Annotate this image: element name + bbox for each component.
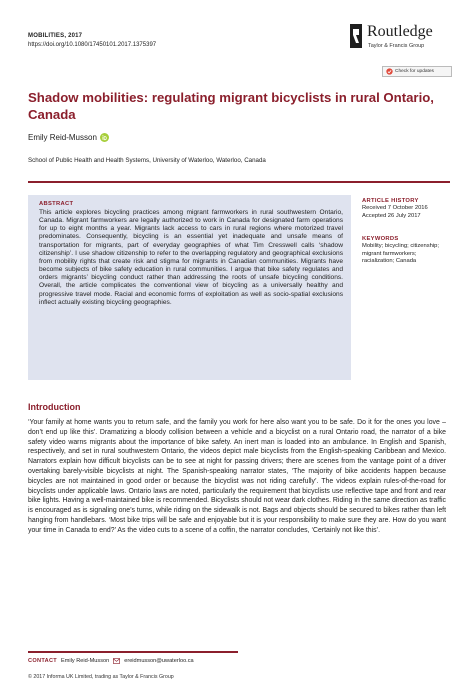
author-name[interactable]: Emily Reid-Musson xyxy=(28,133,97,142)
journal-name: MOBILITIES, 2017 xyxy=(28,33,83,39)
check-updates-label: Check for updates xyxy=(395,69,434,74)
received-date: Received 7 October 2016 xyxy=(362,205,428,212)
introduction-text: ‘Your family at home wants you to return safe, and the family you work for here also want you to be safe. Do it for the ones you love – don’t end up like this’. Dramatizing a bloody collision between a vehicle and a bicyclist on a rural Ontario road, the narrator of a bike safety video warns migrants about the importance of bike safety. An inert man is loaded into an ambulance. In English and Spanish, respectively, and set in rural southwestern Ontario, the videos depict male bicyclists from the English-speaking Caribbean and Mexico. Narrators explain how difficult bicyclists can be to see at night for passing drivers; there are scenes from the vantage point of a driver overtaking barely-visible bicyclists at night. The Spanish-speaking narrator states, ‘The majority of bike accidents happen because bicycles are not maintained in good order or because the bicyclist was not riding carefully’. The videos explain rules-of-the-road for bicyclists under applicable laws. Ontario laws are noted, particularly the requirement that bicyclists use reflective tape and front and rear bike lights. Having a well-maintained bike is recommended. Bicyclists should not wear dark clothes. Riding in the same direction as traffic is encouraged as is signaling one’s turns, while riding on the sidewalk is not. Bags and objects should be secured to bikes rather than left hanging from handlebars. ‘Most bike trips will be safe and enjoyable but it is your responsibility to make sure they are. How do you want your time in Canada to end?’ As the video cuts to a scene of a coffin, the narrator concludes, ‘Certainly not like this’. xyxy=(28,419,446,534)
orcid-icon[interactable] xyxy=(100,133,109,142)
abstract-text: This article explores bicycling practices among migrant farmworkers in rural southwestern Ontario, Canada. Migrant farmworkers are legally authorized to work in Canada for designated farm operations for up to eight months a year. Migrants lack access to cars in rural regions where motorized travel predominates. Consequently, bicycling is an essential yet inadequate and unsafe means of transportation for migrants, part of everyday geographies of what Tim Cresswell calls ‘shadow citizenship’. I use shadow citizenship to refer to the overlapping regulatory and geographical exclusions from mobility rights that create risk and stigma for migrants in Canadian communities. Migrants have become subjects of bike safety education in rural communities. I argue that bike safety regulates and orders migrants’ bicycling conduct rather than addressing the roots of unsafe bicycling conditions. Overall, the article complicates the conventional view of bicycling as a universally healthy and progressive travel mode. Racial and economic forms of exploitation as well as socio-spatial exclusions inflect actually existing bicycling geographies. xyxy=(39,209,343,306)
affiliation: School of Public Health and Health Systems, University of Waterloo, Waterloo, Canada xyxy=(28,157,266,164)
copyright: © 2017 Informa UK Limited, trading as Taylor & Francis Group xyxy=(28,674,174,680)
article-history-heading: ARTICLE HISTORY xyxy=(362,198,419,204)
contact-email[interactable]: ereidmusson@uwaterloo.ca xyxy=(124,658,194,664)
routledge-logo-icon xyxy=(350,24,362,48)
footer-divider xyxy=(28,651,238,653)
abstract-heading: ABSTRACT xyxy=(39,201,74,207)
abstract-box xyxy=(28,195,351,380)
publisher-logo xyxy=(350,22,455,54)
keywords-heading: KEYWORDS xyxy=(362,236,399,242)
contact-line xyxy=(28,658,194,664)
keywords xyxy=(362,236,450,266)
author-line xyxy=(28,133,109,142)
article-title: Shadow mobilities: regulating migrant bicyclists in rural Ontario, Canada xyxy=(28,90,434,122)
introduction-heading: Introduction xyxy=(28,402,81,412)
envelope-icon xyxy=(113,658,120,664)
title-divider xyxy=(28,181,450,183)
doi-link[interactable]: https://doi.org/10.1080/17450101.2017.1375397 xyxy=(28,42,157,48)
article-history xyxy=(362,198,450,220)
journal-header xyxy=(28,32,156,50)
publisher-name: Routledge xyxy=(367,23,433,40)
publisher-subtitle: Taylor & Francis Group xyxy=(368,43,425,49)
crossmark-icon xyxy=(386,68,393,75)
check-updates-button[interactable] xyxy=(382,66,452,77)
contact-name: Emily Reid-Musson xyxy=(61,658,110,664)
accepted-date: Accepted 26 July 2017 xyxy=(362,212,421,219)
keywords-list: Mobility; bicycling; citizenship; migrant farmworkers; racialization; Canada xyxy=(362,243,439,265)
contact-label: CONTACT xyxy=(28,658,58,664)
